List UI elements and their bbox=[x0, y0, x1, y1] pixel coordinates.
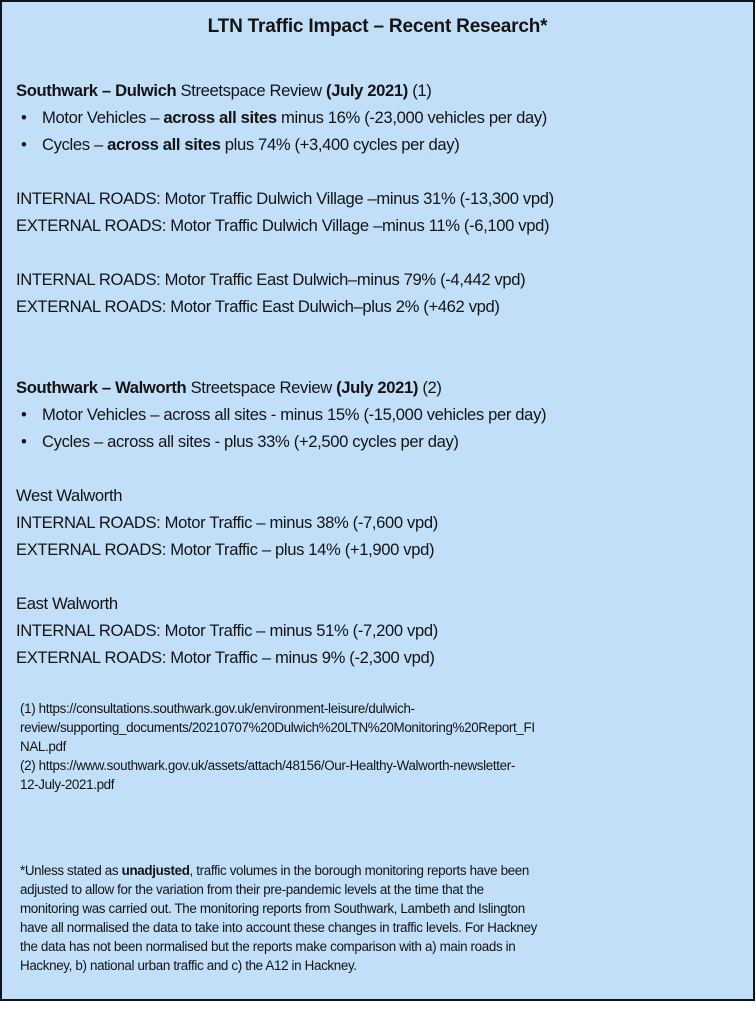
reference-line[interactable]: 12-July-2021.pdf bbox=[20, 777, 115, 792]
footnote-line: adjusted to allow for the variation from their pre-pandemic levels at the time that the bbox=[20, 882, 484, 897]
dulwich-heading bbox=[16, 77, 745, 104]
reference-line[interactable]: NAL.pdf bbox=[20, 739, 66, 754]
heading-review: Streetspace Review bbox=[186, 378, 337, 397]
bullet-text: Cycles – across all sites - plus 33% (+2,500 cycles per day) bbox=[42, 432, 459, 451]
heading-borough: Southwark – bbox=[16, 378, 116, 397]
references bbox=[20, 699, 739, 794]
walworth-heading bbox=[16, 374, 745, 401]
west-walworth-label: West Walworth bbox=[16, 486, 123, 505]
footnote-line: monitoring was carried out. The monitoring reports from Southwark, Lambeth and Islington bbox=[20, 901, 525, 916]
dulwich-village-internal: INTERNAL ROADS: Motor Traffic Dulwich Village –minus 31% (-13,300 vpd) bbox=[16, 189, 554, 208]
bullet-text: Cycles – bbox=[42, 135, 108, 154]
bullet-bold: across all sites bbox=[107, 135, 221, 154]
footnote-line: have all normalised the data to take into account these changes in traffic levels. For Hackney bbox=[20, 920, 537, 935]
heading-ref: (1) bbox=[407, 81, 432, 100]
page-title: LTN Traffic Impact – Recent Research* bbox=[207, 16, 548, 37]
list-item bbox=[16, 104, 745, 131]
bullet-text: Motor Vehicles – across all sites - minus 15% (-15,000 vehicles per day) bbox=[42, 405, 547, 424]
west-walworth-external: EXTERNAL ROADS: Motor Traffic – plus 14% (+1,900 vpd) bbox=[16, 540, 435, 559]
footnote-bold: unadjusted bbox=[121, 863, 190, 878]
west-walworth-internal: INTERNAL ROADS: Motor Traffic – minus 38% (-7,600 vpd) bbox=[16, 513, 438, 532]
east-dulwich-internal: INTERNAL ROADS: Motor Traffic East Dulwich–minus 79% (-4,442 vpd) bbox=[16, 270, 526, 289]
reference-line[interactable]: review/supporting_documents/20210707%20Dulwich%20LTN%20Monitoring%20Report_FI bbox=[20, 720, 535, 735]
east-dulwich-external: EXTERNAL ROADS: Motor Traffic East Dulwich–plus 2% (+462 vpd) bbox=[16, 297, 500, 316]
heading-borough: Southwark – bbox=[16, 81, 116, 100]
footnote-text: *Unless stated as bbox=[20, 863, 122, 878]
footnote-line: Hackney, b) national urban traffic and c) the A12 in Hackney. bbox=[20, 958, 357, 973]
bullet-text: plus 74% (+3,400 cycles per day) bbox=[220, 135, 460, 154]
bullet-icon: • bbox=[21, 405, 27, 424]
bullet-icon: • bbox=[21, 432, 27, 451]
list-item bbox=[16, 131, 745, 158]
reference-line[interactable]: (2) https://www.southwark.gov.uk/assets/attach/48156/Our-Healthy-Walworth-newsletter- bbox=[20, 758, 515, 773]
heading-area: Walworth bbox=[115, 378, 187, 397]
bullet-text: Motor Vehicles – bbox=[42, 108, 164, 127]
east-walworth-internal: INTERNAL ROADS: Motor Traffic – minus 51% (-7,200 vpd) bbox=[16, 621, 438, 640]
heading-review: Streetspace Review bbox=[176, 81, 327, 100]
heading-area: Dulwich bbox=[115, 81, 177, 100]
research-body bbox=[16, 77, 745, 671]
heading-date: (July 2021) bbox=[336, 378, 419, 397]
footnote-line bbox=[20, 861, 739, 880]
bullet-text: minus 16% (-23,000 vehicles per day) bbox=[276, 108, 547, 127]
bullet-icon: • bbox=[21, 108, 27, 127]
east-walworth-external: EXTERNAL ROADS: Motor Traffic – minus 9% (-2,300 vpd) bbox=[16, 648, 435, 667]
list-item bbox=[16, 428, 745, 455]
heading-ref: (2) bbox=[418, 378, 442, 397]
bullet-icon: • bbox=[21, 135, 27, 154]
dulwich-village-external: EXTERNAL ROADS: Motor Traffic Dulwich Village –minus 11% (-6,100 vpd) bbox=[16, 216, 550, 235]
east-walworth-label: East Walworth bbox=[16, 594, 118, 613]
footnote bbox=[20, 861, 739, 975]
bullet-bold: across all sites bbox=[163, 108, 277, 127]
list-item bbox=[16, 401, 745, 428]
heading-date: (July 2021) bbox=[326, 81, 408, 100]
footnote-line: the data has not been normalised but the reports make comparison with a) main roads in bbox=[20, 939, 516, 954]
reference-line[interactable]: (1) https://consultations.southwark.gov.uk/environment-leisure/dulwich- bbox=[20, 701, 415, 716]
footnote-text: , traffic volumes in the borough monitoring reports have been bbox=[189, 863, 529, 878]
